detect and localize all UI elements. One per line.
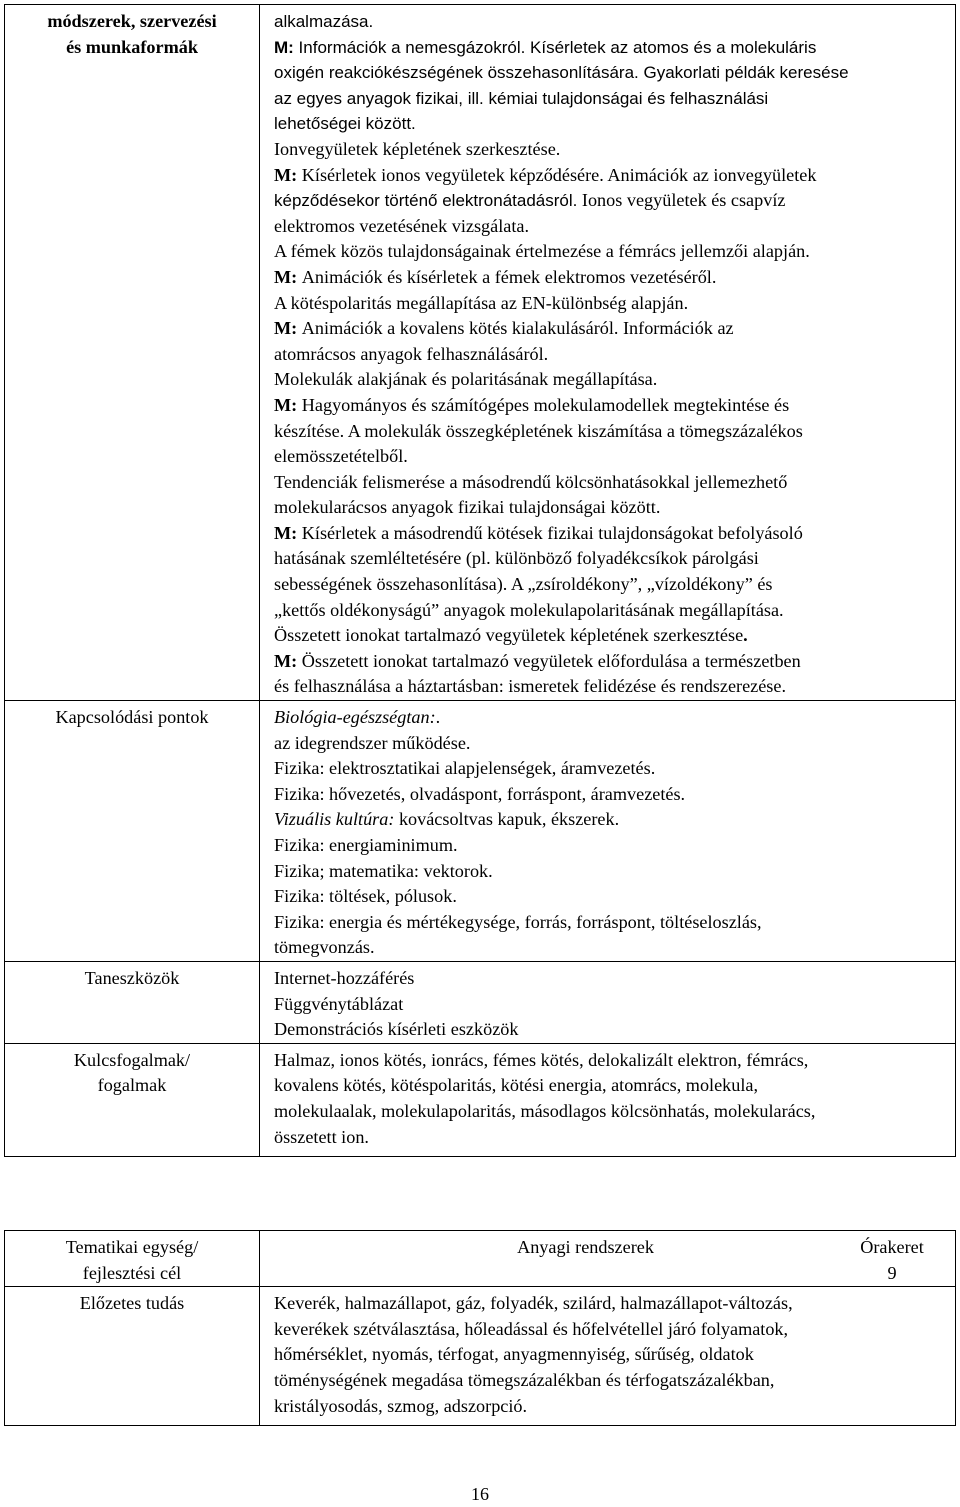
- text-segment: kovácsoltvas kapuk, ékszerek.: [394, 809, 620, 830]
- text-segment: Demonstrációs kísérleti eszközök: [274, 1019, 519, 1040]
- text-line: [274, 966, 947, 992]
- text-segment: Vizuális kultúra:: [274, 809, 395, 830]
- text-segment: tömegvonzás.: [274, 937, 375, 958]
- row-label-topic: [5, 1231, 260, 1287]
- row-label-tools: [5, 961, 260, 1043]
- table-row: [5, 701, 956, 962]
- text-segment: Hagyományos és számítógépes molekulamodellek megtekintése és: [301, 394, 790, 415]
- text-segment: M:: [274, 266, 302, 287]
- table-row: [5, 961, 956, 1043]
- table-row: [5, 1043, 956, 1156]
- text-segment: Fizika: energiaminimum.: [274, 835, 458, 855]
- text-line: Keverék, halmazállapot, gáz, folyadék, szilárd, halmazállapot-változás,: [274, 1293, 793, 1314]
- text-segment: M:: [274, 522, 302, 543]
- text-segment: Halmaz, ionos kötés, ionrács, fémes kötés, delokalizált elektron, fémrács,: [274, 1049, 809, 1070]
- text-line: hőmérséklet, nyomás, térfogat, anyagmennyiség, sűrűség, oldatok: [274, 1344, 754, 1365]
- text-line: [274, 572, 947, 598]
- text-segment: és felhasználása a háztartásban: ismeretek felidézése és rendszerezése.: [274, 676, 786, 697]
- text-segment: kovalens kötés, kötéspolaritás, kötési energia, atomrács, molekula,: [274, 1075, 759, 1096]
- text-line: [274, 833, 947, 859]
- methods-content: [260, 5, 956, 701]
- text-segment: Animációk az ionvegyületek: [603, 164, 817, 185]
- text-segment: Információk a nemesgázokról. Kísérletek az atomos és a molekuláris: [298, 37, 817, 57]
- text-line: keverékek szétválasztása, hőleadással és hőfelvétellel járó folyamatok,: [274, 1318, 789, 1339]
- text-line: kristályosodás, szmog, adszorpció.: [274, 1395, 528, 1416]
- topic-table: [4, 1230, 956, 1426]
- text-segment: Internet-hozzáférés: [274, 967, 415, 988]
- text-line: [274, 782, 947, 808]
- label-line: Előzetes tudás: [79, 1293, 185, 1314]
- text-line: [274, 111, 947, 137]
- prior-knowledge-content: [260, 1287, 956, 1426]
- text-segment: „kettős oldékonyságú” anyagok molekulapolaritásának megállapítása.: [274, 599, 784, 620]
- text-segment: Ionvegyületek képletének szerkesztése.: [274, 138, 561, 159]
- text-line: [274, 214, 947, 240]
- label-line: fogalmak: [97, 1075, 167, 1096]
- row-label-keywords: [5, 1043, 260, 1156]
- label-line: és munkaformák: [66, 36, 198, 57]
- text-line: [274, 884, 947, 910]
- text-line: [274, 1099, 947, 1125]
- text-segment: Fizika: hővezetés, olvadáspont, forráspont, áramvezetés.: [274, 783, 686, 804]
- text-line: [274, 705, 947, 731]
- tools-content: [260, 961, 956, 1043]
- text-segment: Kísérletek a másodrendű kötések fizikai tulajdonságokat befolyásoló: [301, 522, 803, 543]
- label-line: Kulcsfogalmak/: [73, 1049, 191, 1070]
- text-line: [274, 188, 947, 214]
- text-line: [274, 521, 947, 547]
- text-line: [274, 495, 947, 521]
- text-line: [274, 623, 947, 649]
- text-segment: Animációk a kovalens kötés kialakulásáról. Információk az: [301, 318, 734, 339]
- text-line: [274, 137, 947, 163]
- text-line: [274, 35, 947, 61]
- row-label-prior: [5, 1287, 260, 1426]
- text-segment: az egyes anyagok fizikai, ill. kémiai tulajdonságai és felhasználási: [274, 88, 769, 108]
- text-segment: Összetett ionokat tartalmazó vegyületek képletének szerkesztése: [274, 625, 744, 646]
- text-segment: M:: [274, 650, 302, 671]
- text-segment: sebességének összehasonlítása). A „zsíroldékony”, „vízoldékony” és: [274, 574, 773, 595]
- text-line: [274, 598, 947, 624]
- text-segment: Kísérletek ionos vegyületek képződésére.: [301, 164, 604, 185]
- text-line: [274, 1017, 947, 1043]
- text-segment: .: [743, 625, 748, 646]
- text-line: [274, 163, 947, 189]
- connections-content: [260, 701, 956, 962]
- table-row: [5, 5, 956, 701]
- text-line: [274, 9, 947, 35]
- text-segment: molekulaalak, molekulapolaritás, másodlagos kölcsönhatás, molekularács,: [274, 1100, 816, 1121]
- text-line: [274, 393, 947, 419]
- text-line: [274, 910, 947, 936]
- topic-title: Anyagi rendszerek: [517, 1237, 654, 1257]
- page-number: 16: [471, 1484, 489, 1504]
- text-segment: Fizika: töltések, pólusok.: [274, 886, 457, 907]
- text-segment: Molekulák alakjának és polaritásának megállapítása.: [274, 369, 658, 390]
- text-segment: az idegrendszer működése.: [274, 732, 471, 753]
- keywords-content: [260, 1043, 956, 1156]
- text-line: [274, 239, 947, 265]
- hours-label: Órakeret: [860, 1237, 924, 1257]
- text-segment: A fémek közös tulajdonságainak értelmezése a fémrács jellemzői alapján.: [274, 241, 810, 262]
- text-segment: elektromos vezetésének vizsgálata.: [274, 215, 530, 236]
- text-line: [274, 86, 947, 112]
- topic-header-cell: [260, 1231, 956, 1287]
- text-segment: M:: [274, 37, 299, 57]
- row-label-connections: [5, 701, 260, 962]
- text-line: [274, 470, 947, 496]
- text-segment: Függvénytáblázat: [274, 993, 404, 1014]
- label-line: Tematikai egység/: [65, 1237, 199, 1257]
- text-segment: Ionos vegyületek és csapvíz: [577, 190, 786, 211]
- text-segment: alkalmazása.: [274, 12, 374, 31]
- text-line: [274, 1048, 947, 1074]
- text-line: [274, 859, 947, 885]
- text-segment: molekularácsos anyagok fizikai tulajdonságai között.: [274, 497, 661, 518]
- table-row: [5, 1231, 956, 1287]
- label-line: módszerek, szervezési: [47, 11, 217, 31]
- label-line: Kapcsolódási pontok: [55, 707, 209, 728]
- text-line: [274, 291, 947, 317]
- text-line: [274, 731, 947, 757]
- text-line: [274, 807, 947, 833]
- text-segment: .: [435, 707, 441, 728]
- table-row: [5, 1287, 956, 1426]
- text-segment: hatásának szemléltetésére (pl. különböző folyadékcsíkok párolgási: [274, 548, 759, 569]
- text-segment: Fizika; matematika: vektorok.: [274, 860, 493, 881]
- text-line: [274, 316, 947, 342]
- text-segment: A kötéspolaritás megállapítása az EN-különbség alapján.: [274, 292, 689, 313]
- text-segment: összetett ion.: [274, 1126, 369, 1147]
- text-line: [274, 935, 947, 961]
- text-line: [274, 60, 947, 86]
- hours-value: 9: [887, 1262, 897, 1283]
- text-line: [274, 367, 947, 393]
- text-segment: M:: [274, 394, 302, 415]
- label-line: fejlesztési cél: [82, 1262, 182, 1283]
- text-line: [274, 1073, 947, 1099]
- text-line: [274, 992, 947, 1018]
- text-line: [274, 419, 947, 445]
- curriculum-table-continued: [4, 4, 956, 1157]
- row-label-methods: [5, 5, 260, 701]
- text-line: [274, 265, 947, 291]
- text-line: [274, 546, 947, 572]
- text-segment: Tendenciák felismerése a másodrendű kölcsönhatásokkal jellemezhető: [274, 471, 788, 492]
- text-line: [274, 649, 947, 675]
- text-segment: Fizika: energia és mértékegysége, forrás, forráspont, töltéseloszlás,: [274, 911, 762, 932]
- text-line: [274, 444, 947, 470]
- text-segment: Biológia-egészségtan:: [274, 707, 436, 728]
- text-segment: Animációk és kísérletek a fémek elektromos vezetéséről.: [301, 266, 717, 287]
- text-segment: M:: [274, 318, 302, 339]
- hours-block: [837, 1235, 947, 1286]
- text-segment: elemösszetételből.: [274, 446, 408, 467]
- text-line: [274, 756, 947, 782]
- text-segment: Fizika: elektrosztatikai alapjelenségek, áramvezetés.: [274, 758, 656, 779]
- label-line: Taneszközök: [84, 967, 180, 988]
- text-segment: készítése. A molekulák összegképletének kiszámítása a tömegszázalékos: [274, 420, 803, 441]
- text-segment: oxigén reakciókészségének összehasonlítására. Gyakorlati példák keresése: [274, 63, 849, 83]
- text-line: [274, 342, 947, 368]
- text-segment: képződésekor történő elektronátadásról.: [274, 191, 578, 211]
- text-segment: M:: [274, 164, 302, 185]
- text-segment: atomrácsos anyagok felhasználásáról.: [274, 343, 549, 364]
- text-line: töménységének megadása tömegszázalékban és térfogatszázalékban,: [274, 1369, 775, 1390]
- text-segment: lehetőségei között.: [274, 114, 416, 134]
- text-line: [274, 674, 947, 700]
- text-line: [274, 1125, 947, 1157]
- text-segment: Összetett ionokat tartalmazó vegyületek előfordulása a természetben: [301, 650, 801, 671]
